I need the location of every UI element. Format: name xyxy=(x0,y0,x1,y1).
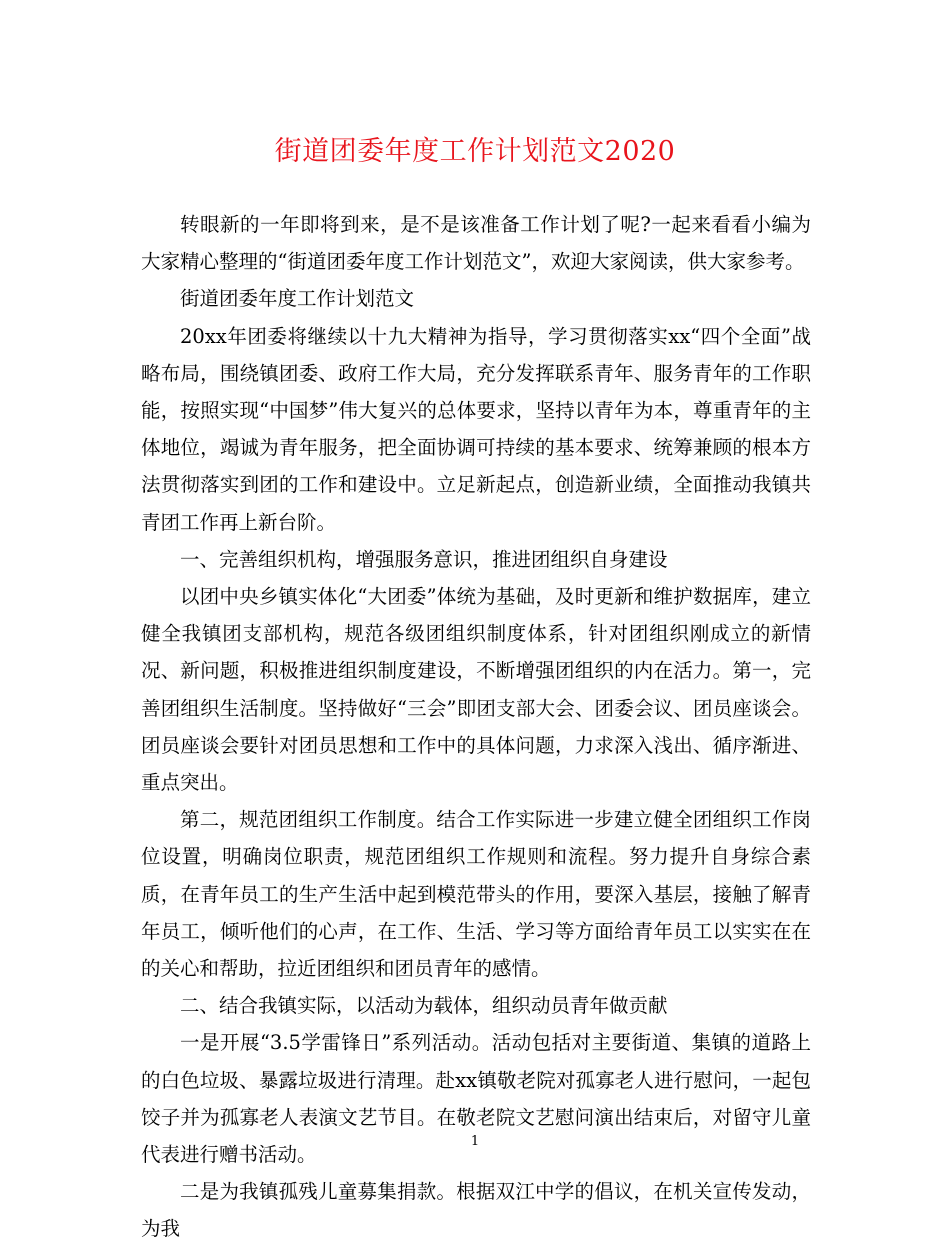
section-2-paragraph-1: 一是开展“3.5学雷锋日”系列活动。活动包括对主要街道、集镇的道路上的白色垃圾、暴露垃圾进行清理。赴xx镇敬老院对孤寡老人进行慰问，一起包饺子并为孤寡老人表演文艺节目。在敬老院文艺慰问演出结束后，对留守儿童代表进行赠书活动。 xyxy=(141,1031,811,1167)
section-heading-1: 一、完善组织机构，增强服务意识，推进团组织自身建设 xyxy=(180,547,668,571)
overview-paragraph: 20xx年团委将继续以十九大精神为指导，学习贯彻落实xx“四个全面”战略布局，围绕镇团委、政府工作大局，充分发挥联系青年、服务青年的工作职能，按照实现“中国梦”伟大复兴的总体要求，坚持以青年为本，尊重青年的主体地位，竭诚为青年服务，把全面协调可持续的基本要求、统筹兼顾的根本方法贯彻落实到团的工作和建设中。立足新起点，创造新业绩，全面推动我镇共青团工作再上新台阶。 xyxy=(141,324,811,534)
page-number: 1 xyxy=(470,1134,480,1149)
document-body xyxy=(141,206,811,1248)
section-1-paragraph-2: 第二，规范团组织工作制度。结合工作实际进一步建立健全团组织工作岗位设置，明确岗位职责，规范团组织工作规则和流程。努力提升自身综合素质，在青年员工的生产生活中起到模范带头的作用，要深入基层，接触了解青年员工，倾听他们的心声，在工作、生活、学习等方面给青年员工以实实在在的关心和帮助，拉近团组织和团员青年的感情。 xyxy=(141,808,811,981)
section-heading-2: 二、结合我镇实际，以活动为载体，组织动员青年做贡献 xyxy=(180,994,668,1018)
document-title: 街道团委年度工作计划范文2020 xyxy=(274,136,676,167)
section-2-paragraph-2: 二是为我镇孤残儿童募集捐款。根据双江中学的倡议，在机关宣传发动，为我 xyxy=(141,1180,811,1241)
section-1-paragraph-1: 以团中央乡镇实体化“大团委”体统为基础，及时更新和维护数据库，建立健全我镇团支部机构，规范各级团组织制度体系，针对团组织刚成立的新情况、新问题，积极推进组织制度建设，不断增强团组织的内在活力。第一，完善团组织生活制度。坚持做好“三会”即团支部大会、团委会议、团员座谈会。团员座谈会要针对团员思想和工作中的具体问题，力求深入浅出、循序渐进、重点突出。 xyxy=(141,585,811,795)
subtitle-paragraph: 街道团委年度工作计划范文 xyxy=(180,287,415,311)
intro-paragraph: 转眼新的一年即将到来，是不是该准备工作计划了呢?一起来看看小编为大家精心整理的“街道团委年度工作计划范文”，欢迎大家阅读，供大家参考。 xyxy=(141,213,811,274)
